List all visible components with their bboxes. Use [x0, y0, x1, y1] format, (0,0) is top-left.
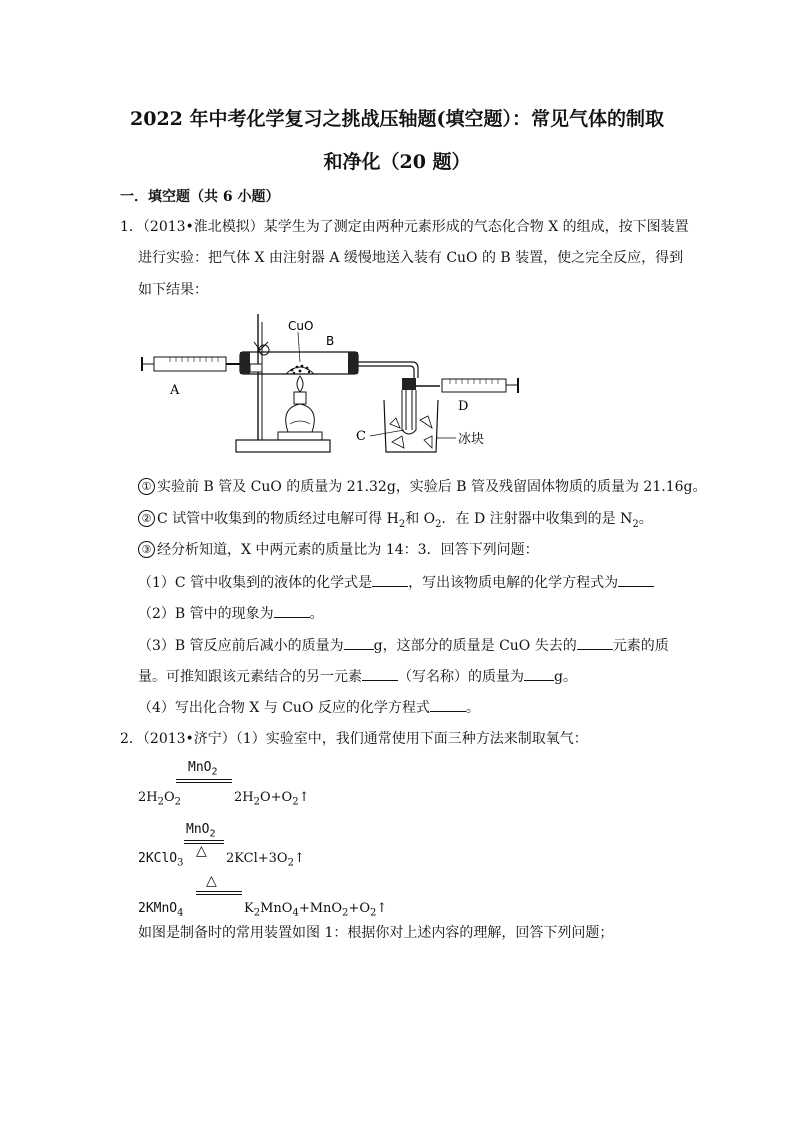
- q2-line1: 2．（2013•济宁）（1）实验室中，我们通常使用下面三种方法来制取氧气：: [120, 731, 588, 747]
- eq2-bar-top: [184, 840, 224, 841]
- q1-item3: ③ 经分析知道，X 中两元素的质量比为 14：3．回答下列问题：: [138, 540, 539, 560]
- q2-last-line: 如图是制备时的常用装置如图 1：根据你对上述内容的理解，回答下列问题；: [138, 925, 614, 941]
- eq2-product: $2KCl+3O_2↑$: [226, 851, 305, 869]
- q1-sub3-line2: 量。可推知跟该元素结合的另一元素 （写名称）的质量为 g。: [138, 666, 577, 687]
- label-b: B: [326, 334, 335, 348]
- q1-sub2: （2）B 管中的现象为 。: [138, 603, 324, 624]
- blank-2[interactable]: [618, 572, 654, 587]
- blank-5[interactable]: [577, 635, 613, 650]
- circled-number-1: ①: [138, 478, 155, 495]
- eq1-product: $2H_2O+O_2↑$: [234, 790, 310, 808]
- blank-6[interactable]: [362, 666, 398, 681]
- page-title-line1: 2022 年中考化学复习之挑战压轴题(填空题）：常见气体的制取: [130, 108, 664, 130]
- q1-sub3-line1: （3）B 管反应前后减小的质量为 g，这部分的质量是 CuO 失去的 元素的质: [138, 635, 669, 656]
- eq3-bar-bottom: [196, 894, 242, 895]
- circled-number-3: ③: [138, 541, 155, 558]
- eq2-reactant: 2KClO$_3$: [138, 851, 184, 869]
- blank-4[interactable]: [344, 635, 374, 650]
- q1-item1: ① 实验前 B 管及 CuO 的质量为 21.32g，实验后 B 管及残留固体物质的质量为 21.16g。: [138, 477, 706, 497]
- eq3-bar-top: [196, 891, 242, 892]
- q1-sub1: （1）C 管中收集到的液体的化学式是 ，写出该物质电解的化学方程式为: [138, 572, 654, 593]
- eq1-bar-top: [176, 779, 232, 780]
- experiment-apparatus-figure: [140, 312, 530, 464]
- eq1-reactant: $2H_2O_2$: [138, 790, 182, 808]
- eq3-delta: △: [206, 873, 217, 889]
- q1-line2: 进行实验：把气体 X 由注射器 A 缓慢地送入装有 CuO 的 B 装置，使之完全反应，得到: [138, 250, 684, 266]
- page-title-line2: 和净化（20 题）: [323, 151, 471, 173]
- eq1-condition: MnO$_2$: [188, 760, 218, 778]
- label-d: D: [458, 399, 469, 414]
- q1-line3: 如下结果：: [138, 282, 208, 298]
- eq1-bar-bottom: [176, 782, 232, 783]
- eq3-reactant: 2KMnO$_4$: [138, 901, 184, 919]
- blank-1[interactable]: [372, 572, 408, 587]
- blank-3[interactable]: [274, 603, 310, 618]
- eq2-delta: △: [196, 843, 207, 859]
- section-heading: 一．填空题（共 6 小题）: [120, 189, 280, 205]
- eq3-product: $K_2MnO_4+MnO_2+O_2↑$: [244, 901, 388, 919]
- label-ice: 冰块: [458, 432, 485, 447]
- label-a: A: [170, 383, 180, 398]
- q1-sub4: （4）写出化合物 X 与 CuO 反应的化学方程式 。: [138, 697, 480, 718]
- label-cuo: CuO: [288, 319, 314, 333]
- label-c: C: [356, 429, 366, 444]
- q1-item2: ② C 试管中收集到的物质经过电解可得 $H_2$和 $O_2$．在 D 注射器中收集到的是 $N_2$。: [138, 509, 653, 535]
- blank-8[interactable]: [430, 697, 466, 712]
- eq2-condition: MnO$_2$: [186, 822, 216, 840]
- blank-7[interactable]: [524, 666, 554, 681]
- circled-number-2: ②: [138, 510, 155, 527]
- q1-line1: 1．（2013•淮北模拟）某学生为了测定由两种元素形成的气态化合物 X 的组成，按下图装置: [120, 219, 689, 235]
